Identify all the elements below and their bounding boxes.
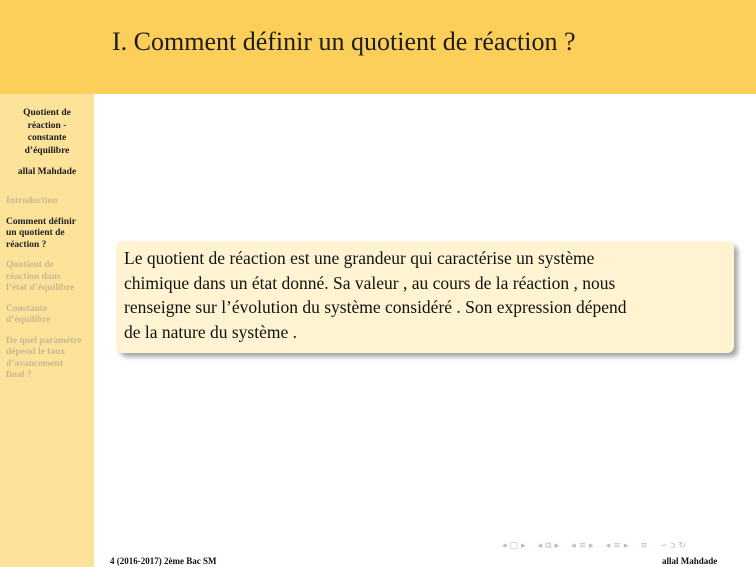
redo-icon[interactable]: ↻ [678, 541, 686, 551]
nav-item-label: réaction ? [6, 239, 47, 250]
next-frame-icon[interactable]: ▸ [521, 541, 526, 551]
next-part-icon[interactable]: ▸ [623, 541, 629, 551]
nav-item-label: d’équilibre [6, 315, 51, 325]
presentation-title-line: constante [27, 133, 67, 143]
nav-item-comment-definir[interactable] [6, 217, 92, 252]
nav-item-constante[interactable] [6, 304, 92, 327]
subsection-icon[interactable]: ⧉ [545, 541, 552, 551]
nav-item-label: Constante [6, 303, 48, 314]
search-icon[interactable]: ∽ [659, 541, 668, 551]
prev-subsection-icon[interactable]: ◂ [537, 541, 543, 551]
nav-item-label: Comment définir [6, 216, 76, 227]
section-nav [6, 196, 92, 391]
prev-part-icon[interactable]: ◂ [605, 541, 611, 551]
presentation-title-line: réaction - [27, 120, 67, 131]
sidebar-header [0, 0, 94, 94]
nav-item-label: dépend le taux [6, 347, 66, 357]
definition-line: chimique dans un état donné. Sa valeur , au cours de la réaction , nous [124, 272, 616, 293]
prev-section-icon[interactable]: ◂ [571, 541, 576, 551]
nav-item-label: Quotient de [6, 260, 54, 270]
slide-header [94, 0, 756, 94]
nav-item-label: final ? [6, 370, 32, 380]
frame-icon[interactable]: □ [509, 541, 519, 551]
presentation-title-line: d’équilibre [24, 145, 70, 156]
part-icon[interactable]: ≡ [613, 541, 621, 551]
definition-line: renseigne sur l’évolution du système considéré . Son expression dépend [124, 297, 627, 317]
definition-text [124, 246, 728, 344]
next-subsection-icon[interactable]: ▸ [554, 541, 560, 551]
sidebar-author: allal Mahdade [17, 167, 77, 177]
nav-item-label: réaction dans [6, 271, 61, 282]
presentation-title [0, 107, 94, 157]
definition-line: Le quotient de réaction est une grandeur qui caractérise un système [124, 248, 595, 268]
beamer-navigation-bar [502, 539, 686, 553]
definition-block [116, 241, 734, 353]
nav-item-label: d’avancement [6, 358, 63, 369]
section-icon[interactable]: ≡ [578, 541, 587, 551]
nav-item-label: un quotient de [6, 228, 65, 238]
definition-line: de la nature du système . [124, 321, 298, 342]
slide-title: I. Comment définir un quotient de réaction ? [112, 27, 576, 56]
nav-item-label: l’état d’équilibre [6, 283, 75, 293]
sidebar [0, 0, 94, 567]
nav-item-parametre[interactable] [6, 336, 92, 382]
footer-author: allal Mahdade [662, 556, 718, 566]
footer-slide-info: 4 (2016-2017) 2ème Bac SM [110, 556, 217, 566]
nav-item-introduction[interactable] [6, 196, 92, 208]
next-section-icon[interactable]: ▸ [589, 541, 594, 551]
undo-icon[interactable]: ↄ [670, 541, 676, 551]
nav-item-label: De quel paramètre [6, 335, 82, 346]
prev-frame-icon[interactable]: ◂ [502, 541, 507, 551]
nav-item-label: Introduction [6, 196, 58, 206]
overview-icon[interactable]: ≡ [640, 541, 648, 551]
nav-item-quotient-equilibre[interactable] [6, 260, 92, 295]
presentation-title-line: Quotient de [23, 108, 71, 118]
